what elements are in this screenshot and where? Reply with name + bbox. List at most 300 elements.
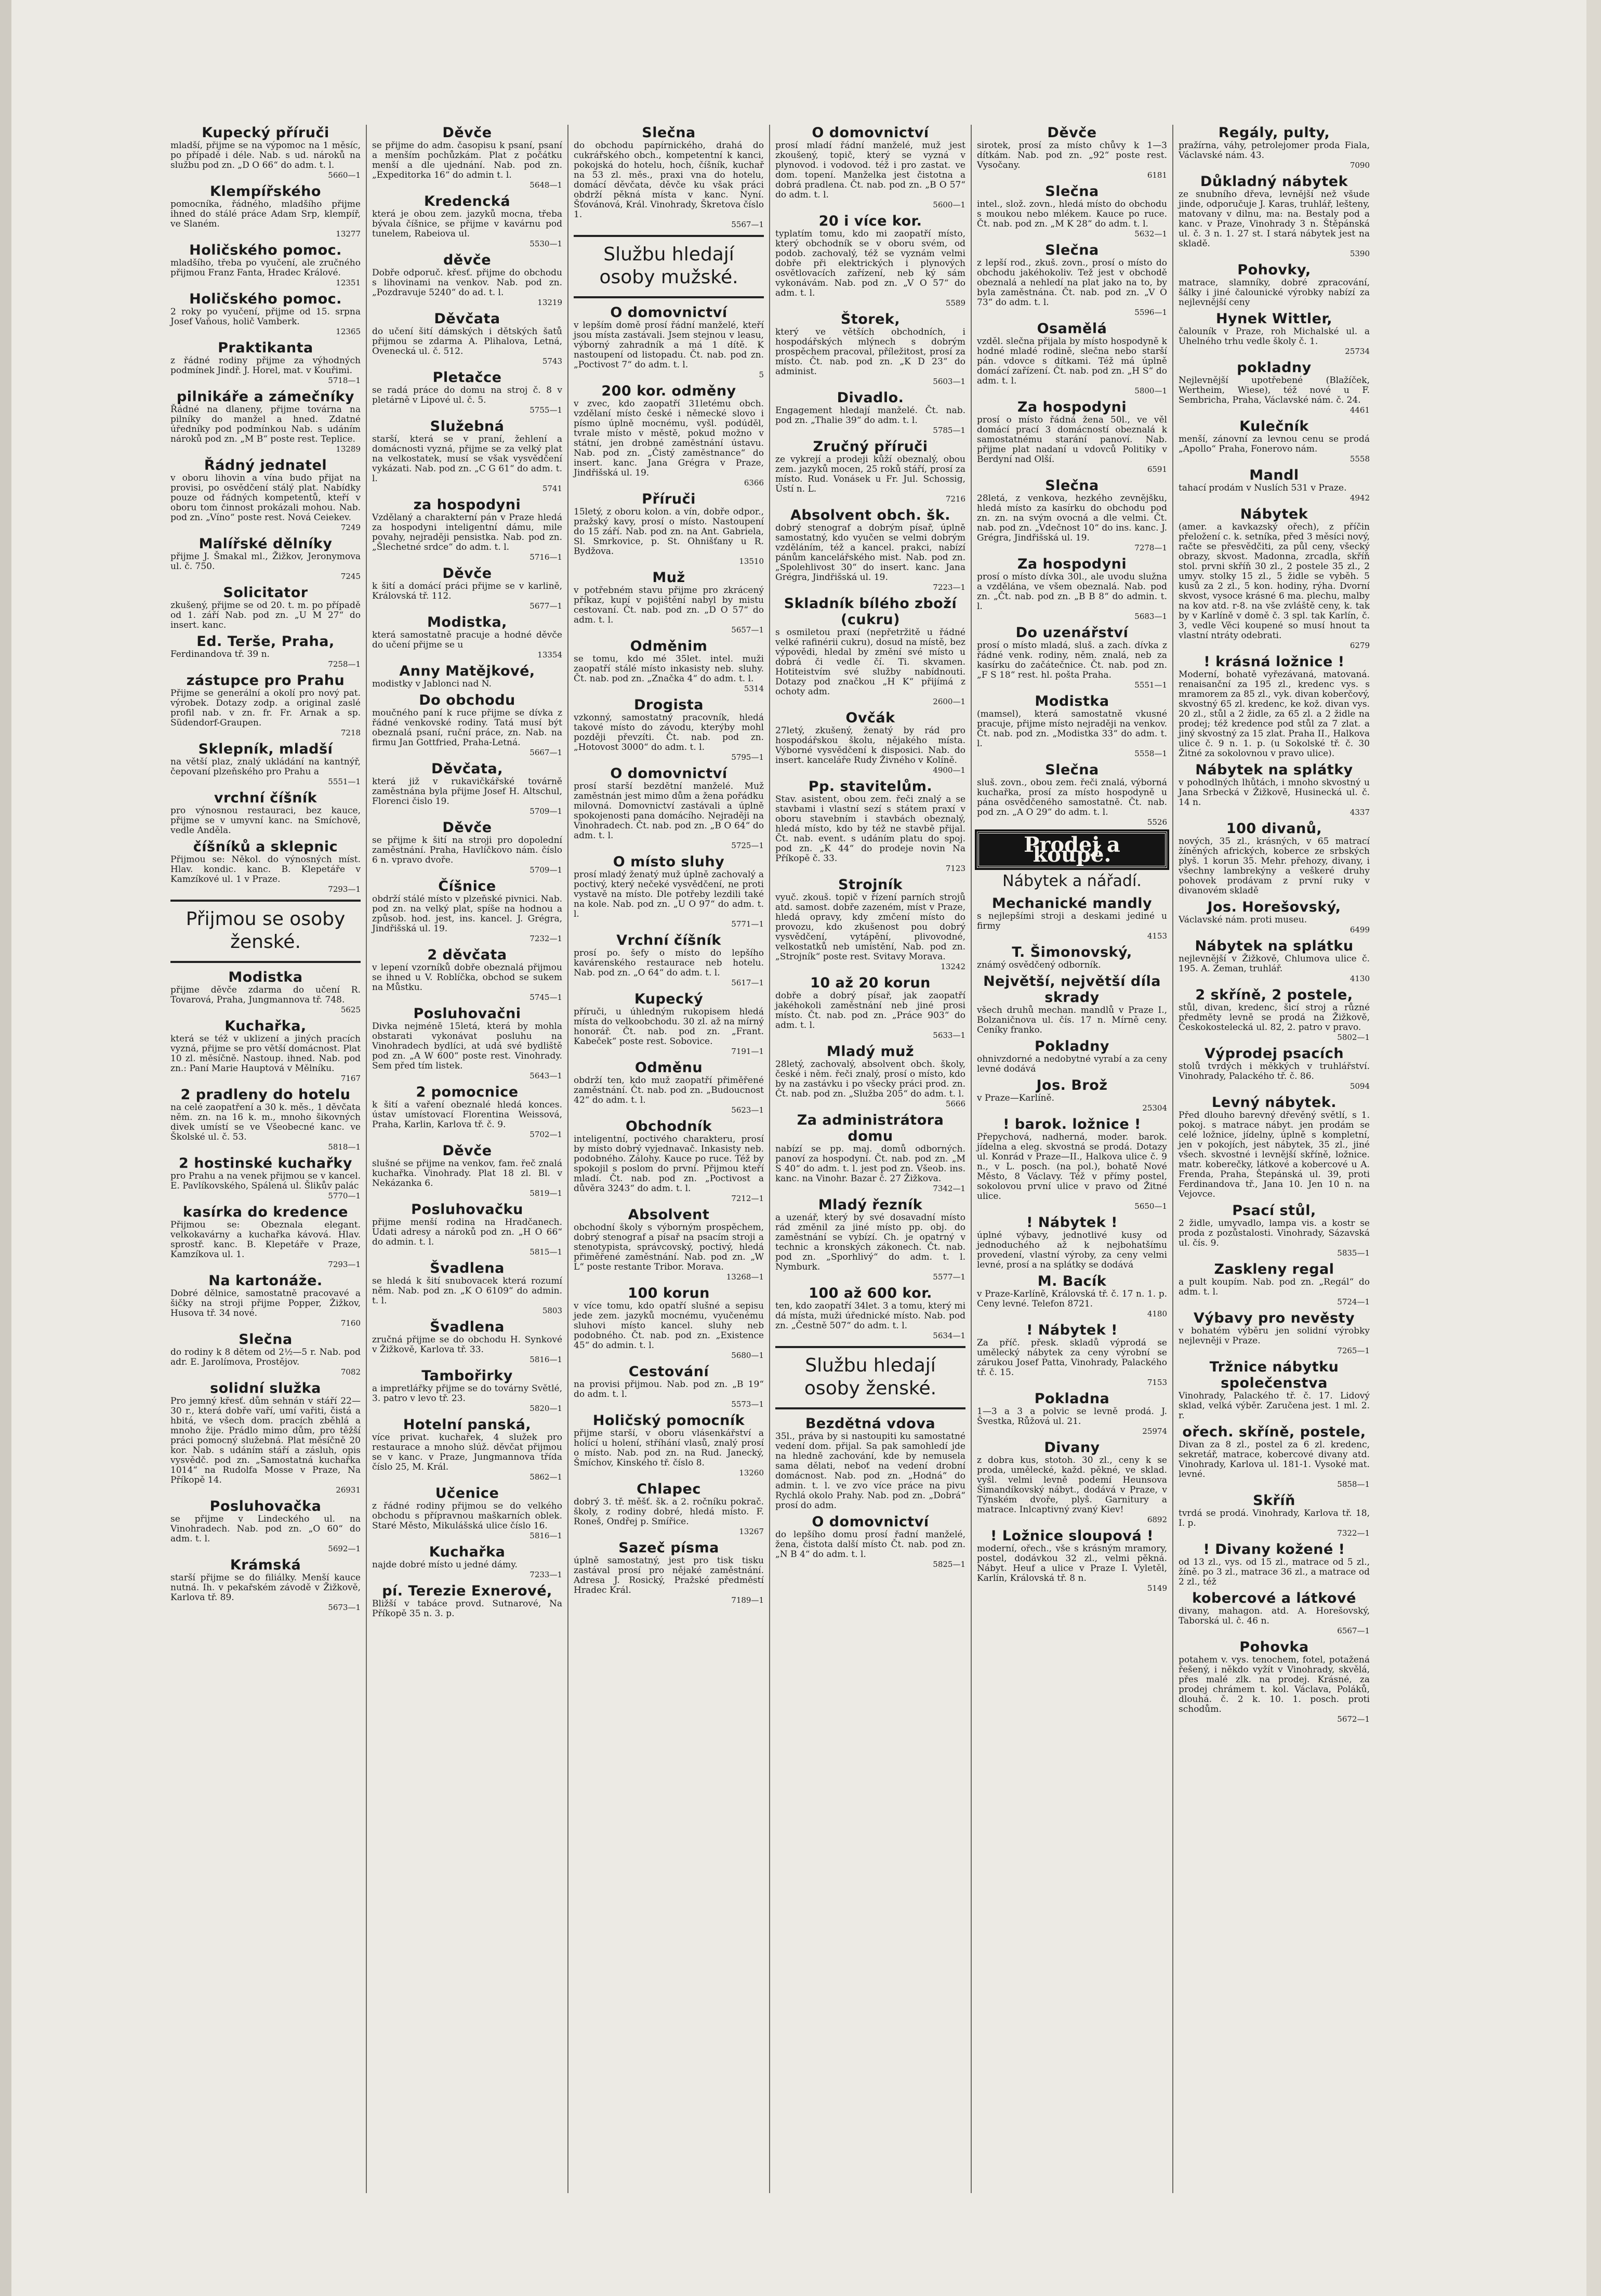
ad-text: úplně samostatný, jest pro tisk tisku zastával prosí pro nějaké zaměstnání. Adresa J. Rosický, Pražské předměstí Hradec Král. xyxy=(574,1555,764,1595)
ad-reference-number: 5816—1 xyxy=(530,1355,562,1364)
ad-heading: Slečna xyxy=(1045,478,1099,494)
ad-heading: zástupce pro Prahu xyxy=(186,672,345,689)
ad-text: Před dlouho barevný dřevěný světlí, s 1. pokoj. s matrace nábyt. jen prodám se celé ložnice, jídelny, úplně s kompletní, jen v pokojích, jest nábytek, 35 zl., jiné všech. skvostné i levnější skříně, ložnice. matr. koberečky, látkové a kobercové u A. Frenda, Praha, Štepánská ul. 39, proti Ferdinandova tř., Jana 10. Jen 10 n. na Vejovce. xyxy=(1179,1110,1370,1199)
classified-ad xyxy=(372,497,562,562)
ad-text: dobrý 3. tř. měšť. šk. a 2. ročníku pokrač. školy, z rodiny dobré, hledá místo. F. Roneš, Ondřej p. Smířice. xyxy=(574,1497,764,1527)
ad-reference-number: 25734 xyxy=(1345,347,1370,356)
section-subheading: Nábytek a nářadí. xyxy=(1002,872,1142,890)
ad-heading: 20 i více kor. xyxy=(818,213,922,229)
ad-text: čalouník v Praze, roh Michalské ul. a Uhelného trhu vedle školy č. 1. xyxy=(1179,326,1370,347)
ad-text: úplné výbavy, jednotlivé kusy od jednoduchého až k nejbohatšímu provedení, vlastní výroby, za ceny velmi levné, prosí a na splátky se dodává xyxy=(977,1230,1167,1270)
ad-reference-number: 7212—1 xyxy=(731,1194,764,1203)
classified-ad xyxy=(977,1038,1167,1074)
classified-ad xyxy=(775,507,965,592)
classified-ad xyxy=(1179,987,1370,1043)
ad-heading: Děvče xyxy=(1047,125,1097,141)
ad-text: Za příč. přesk. skladů výprodá se umělecký nábytek za ceny výrobní se zárukou Josef Patta, Vinohrady, Palackého tř. č. 15. xyxy=(977,1338,1167,1378)
classified-ad xyxy=(170,839,361,894)
ad-text: s nejlepšími stroji a deskami jediné u firmy xyxy=(977,911,1167,931)
classified-ad xyxy=(1179,821,1370,896)
ad-text: v potřebném stavu přijme pro zkrácený příkaz, kupí v pojištění nabyl by mistu cestovaní. Čt. nab. pod zn. „D O 57“ do adm. t. l. xyxy=(574,585,764,625)
ad-heading: Kuchařka, xyxy=(224,1018,307,1034)
ad-reference-number: 4337 xyxy=(1349,808,1370,817)
ad-reference-number: 6366 xyxy=(744,478,764,487)
ad-heading: Do uzenářství xyxy=(1015,625,1129,641)
ad-heading: děvče xyxy=(443,252,492,268)
ad-heading: Největší, největší díla skrady xyxy=(983,973,1161,1006)
ad-text: přijme menší rodina na Hradčanech. Udati adresy a nároků pod zn. „H O 66“ do admin. t. l. xyxy=(372,1217,562,1247)
classified-ad xyxy=(170,672,361,738)
ad-reference-number: 7123 xyxy=(945,864,965,873)
ad-heading: Kulečník xyxy=(1239,418,1309,434)
ad-heading: Skříň xyxy=(1253,1493,1295,1509)
ad-heading: Za hospodyni xyxy=(1017,556,1127,572)
ad-reference-number: 4461 xyxy=(1349,405,1370,415)
ad-heading: Nábytek na splátky xyxy=(1195,762,1353,778)
ad-reference-number: 5657—1 xyxy=(731,625,764,635)
scan-edge-left xyxy=(0,0,11,2296)
ad-heading: Slečna xyxy=(642,125,696,141)
ad-reference-number: 5623—1 xyxy=(731,1105,764,1115)
ad-text: Divka nejméně 15letá, která by mohla obstarati vykonávat posluhu na Vinohradech bydlíci, at udá své bydliště pod zn. „A W 600“ poste rest. Vinohrady. Sem před tím listek. xyxy=(372,1021,562,1071)
classified-ad xyxy=(1179,467,1370,503)
ad-text: ohnivzdorné a nedobytné vyrabí a za ceny levné dodává xyxy=(977,1054,1167,1074)
classified-ad xyxy=(977,478,1167,553)
ad-reference-number: 5643—1 xyxy=(530,1071,562,1080)
ad-heading: Osamělá xyxy=(1037,321,1107,337)
classified-ad xyxy=(977,1528,1167,1593)
classified-ad xyxy=(775,975,965,1040)
ad-heading: Výprodej psacích xyxy=(1204,1046,1344,1062)
column-2 xyxy=(367,125,568,2193)
classified-ad xyxy=(775,778,965,874)
classified-ad xyxy=(372,878,562,944)
ad-text: nabízí se pp. maj. domů odborných. panoví za hospodyní. Čt. nab. pod zn. „M S 40“ do adm. t. l. jest pod zn. Všeob. ins. kanc. na Vinohr. Bazar č. 27 Žižkova. xyxy=(775,1144,965,1184)
ad-text: Přijmou se: Obeznala elegant. velkokavárny a kuchařka kávová. Hlav. sprostř. kanc. B. Klepetáře v Praze, Kamzíkova ul. 1. xyxy=(170,1220,361,1260)
classified-ad xyxy=(977,1116,1167,1211)
ad-heading: Kupecký xyxy=(634,991,704,1007)
ad-heading: 2 skříně, 2 postele, xyxy=(1195,987,1353,1003)
ad-text: pomocníka, řádného, mladšího přijme ihned do stálé práce Adam Srp, klempíř, ve Slaném. xyxy=(170,199,361,229)
ad-reference-number: 5677—1 xyxy=(530,601,562,611)
ad-reference-number: 5551—1 xyxy=(328,777,361,786)
ad-text: Vinohrady, Palackého tř. č. 17. Lidový sklad, velká výběr. Zaručena jest. 1 ml. 2. r. xyxy=(1179,1391,1370,1421)
ad-reference-number: 4942 xyxy=(1349,493,1370,503)
ad-text: 28letá, z venkova, hezkého zevnějšku, hledá místo za kasírku do obchodu pod zn. zn. na svým ovocná a dle velmi. Čt. nab. pod zn. „Vdečnost 10“ do ins. kanc. J. Grégra, Jindřišská ul. 19. xyxy=(977,493,1167,543)
ad-text: která již v rukavičkářské továrně zaměstnána byla přijme Josef H. Altschul, Florenci čislo 19. xyxy=(372,776,562,807)
classified-ad xyxy=(775,1197,965,1282)
ad-reference-number: 7216 xyxy=(945,494,965,504)
ad-reference-number: 4900—1 xyxy=(933,766,965,775)
ad-reference-number: 7160 xyxy=(340,1318,361,1328)
ad-heading: Děvče xyxy=(442,565,492,582)
ad-text: nejlevnější v Žižkově, Chlumova ulice č. 195. A. Zeman, truhlář. xyxy=(1179,954,1370,974)
ad-text: k šití a domácí práci přijme se v karlině, Královská tř. 112. xyxy=(372,581,562,601)
ad-text: se přijme do adm. časopisu k psaní, psaní a menším pochůzkám. Plat z počátku menší a dle ujednání. Nab. pod zn. „Expeditorka 16“ do admin t. l. xyxy=(372,140,562,180)
ad-reference-number: 13277 xyxy=(336,229,361,239)
ad-heading: 2 pomocnice xyxy=(416,1084,519,1100)
classified-ad xyxy=(1179,1359,1370,1421)
ad-text: Divan za 8 zl., postel za 6 zl. kredenc, sekretář, matrace, kobercové divany atd. Vinohrady, Karlova ul. 181-1. Vysoké mat. levné. xyxy=(1179,1440,1370,1480)
classified-ad xyxy=(170,389,361,454)
classified-ad xyxy=(170,1380,361,1495)
classified-ad xyxy=(977,1391,1167,1436)
classified-columns xyxy=(165,125,1579,2193)
ad-heading: Posluhovačni xyxy=(413,1006,521,1022)
section-heading: Službu hledají osoby ženské. xyxy=(775,1346,965,1409)
ad-heading: Slečna xyxy=(1045,762,1099,778)
ad-text: inteligentní, poctivého charakteru, prosí by místo dobrý vyjednavač. Inkasisty neb. podobného. Zálohy. Kauce po ruce. Též by spokojil s poslom do první. Přijmou kteří mladí. Čt. nab. pod zn. „Poctivost a důvěra 3243“ do adm. t. l. xyxy=(574,1134,764,1194)
ad-heading: Muž xyxy=(652,570,685,586)
classified-ad xyxy=(1179,899,1370,935)
ad-text: která je obou zem. jazyků mocna, třeba bývala číšnice, se přijme v kavárnu pod tunelem, Rabeiova ul. xyxy=(372,209,562,239)
classified-ad xyxy=(170,242,361,288)
ad-reference-number: 5745—1 xyxy=(530,993,562,1002)
column-6 xyxy=(1173,125,1375,2193)
ad-heading: za hospodyni xyxy=(413,497,521,513)
classified-ad xyxy=(372,1143,562,1198)
ad-text: dobře a dobrý písař, jak zaopatří jakéhokoli zaměstnání neb jiné prosi místo. Čt. nab. pod zn. „Práce 903“ do adm. t. l. xyxy=(775,991,965,1031)
ad-text: menší, zánovní za levnou cenu se prodá „Apollo“ Praha, Fonerovo nám. xyxy=(1179,434,1370,454)
classified-ad xyxy=(977,693,1167,759)
ad-heading: O domovnictví xyxy=(812,125,929,141)
classified-ad xyxy=(372,947,562,1002)
ad-heading: Odměnim xyxy=(630,638,708,654)
classified-ad xyxy=(977,625,1167,690)
classified-ad xyxy=(170,340,361,386)
ad-heading: 100 korun xyxy=(628,1285,710,1301)
ad-text: potahem v. vys. tenochem, fotel, potažená řešený, i někdo vyžít v Vinohrady, skvělá, přes malé zlk. na prodej. Krásné, za prodej chrámem t. kol. Václava, Poláků, dlouhá. č. 2 k. 10. 1. posch. proti schodům. xyxy=(1179,1655,1370,1714)
ad-heading: Pohovka xyxy=(1239,1639,1309,1655)
ad-heading: Hynek Wittler, xyxy=(1215,311,1333,327)
ad-text: Ferdinandova tř. 39 n. xyxy=(170,649,270,659)
ad-text: který ve větších obchodních, i hospodářských mlýnech s dobrým prospěchem pracoval, příležitost, prosí za místo. Čt. nab. pod zn. „K D 23“ do administ. xyxy=(775,327,965,377)
classified-ad xyxy=(574,491,764,566)
ad-reference-number: 6279 xyxy=(1349,641,1370,650)
ad-reference-number: 5617—1 xyxy=(731,978,764,987)
classified-ad xyxy=(170,1331,361,1377)
ad-text: k šití a vaření obeznalé hledá konces. ústav umístovací Florentina Weissová, Praha, Karlin, Karlova tř. č. 9. xyxy=(372,1100,562,1130)
classified-ad xyxy=(1179,1310,1370,1356)
ad-text: prosí po. šefy o místo do lepšího kavárenského restaurace neb hotelu. Nab. pod zn. „O 64“ do adm. t. l. xyxy=(574,948,764,978)
ad-heading: Švadlena xyxy=(430,1260,505,1276)
classified-ad xyxy=(1179,1541,1370,1587)
classified-ad xyxy=(170,125,361,180)
ad-heading: Praktikanta xyxy=(218,340,313,356)
ad-reference-number: 5702—1 xyxy=(530,1130,562,1139)
ad-heading: O domovnictví xyxy=(610,766,727,782)
ad-heading: Pletačce xyxy=(432,370,502,386)
classified-ad xyxy=(775,439,965,504)
classified-ad xyxy=(372,418,562,494)
column-1 xyxy=(165,125,367,2193)
ad-heading: Solicitator xyxy=(223,585,308,601)
ad-reference-number: 5816—1 xyxy=(530,1531,562,1540)
ad-heading: Mladý muž xyxy=(826,1044,915,1060)
classified-ad xyxy=(372,252,562,308)
ad-reference-number: 5390 xyxy=(1349,249,1370,258)
ad-reference-number: 7082 xyxy=(340,1367,361,1377)
classified-ad xyxy=(1179,1203,1370,1258)
classified-ad xyxy=(372,1006,562,1081)
classified-ad xyxy=(775,311,965,387)
ad-reference-number: 7232—1 xyxy=(530,934,562,943)
ad-heading: Divadlo. xyxy=(837,390,904,406)
ad-heading: ! krásná ložnice ! xyxy=(1203,654,1345,670)
ad-heading: Klempířského xyxy=(210,183,321,200)
ad-reference-number: 7191—1 xyxy=(731,1047,764,1056)
ad-reference-number: 5709—1 xyxy=(530,807,562,816)
ad-heading: Příruči xyxy=(642,491,696,507)
ad-reference-number: 5600—1 xyxy=(933,200,965,209)
ad-heading: O domovnictví xyxy=(610,305,727,321)
ad-text: se radá práce do domu na stroj č. 8 v pletárně v Lipové ul. č. 5. xyxy=(372,385,562,405)
ad-reference-number: 6591 xyxy=(1147,465,1167,474)
ad-text: známý osvědčený odborník. xyxy=(977,960,1101,970)
ad-text: v bohatém výběru jen solidní výrobky nejlevněji v Praze. xyxy=(1179,1326,1370,1346)
ad-text: nových, 35 zl., krásných, v 65 matrací žíněných afrických, koberce ze srbských plyš. 1 korun 35. Mehr. přehozy, divany, i všechny lambrekýny a veškeré druhy pohovek prodávam z první ruky v divanovém skladě xyxy=(1179,836,1370,896)
ad-text: moderní, ořech., vše s krásným mramory, postel, dodávkou 32 zl., velmi pěkná. Nábyt. Heuf a ulice v Praze I. Vyletěl, Karlín, Královská tř. 8 n. xyxy=(977,1543,1167,1584)
ad-heading: T. Šimonovský, xyxy=(1012,944,1132,960)
classified-ad xyxy=(977,1215,1167,1270)
ad-reference-number: 5741 xyxy=(542,484,562,493)
ad-reference-number: 25304 xyxy=(1142,1103,1167,1113)
ad-text: Dobré dělnice, samostatně pracovavé a šičky na stroji přijme Popper, Žižkov, Husova tř. 34 nové. xyxy=(170,1288,361,1318)
ad-heading: ořech. skříně, postele, xyxy=(1182,1424,1366,1440)
ad-reference-number: 7223—1 xyxy=(933,583,965,592)
ad-reference-number: 26931 xyxy=(336,1485,361,1495)
ad-heading: ! Nábytek ! xyxy=(1026,1322,1118,1338)
ad-heading: kasírka do kredence xyxy=(183,1204,348,1220)
ad-heading: 200 kor. odměny xyxy=(601,383,736,399)
ad-heading: Důkladný nábytek xyxy=(1200,174,1348,190)
ad-reference-number: 7233—1 xyxy=(530,1570,562,1579)
ad-heading: Skladník bílého zboží (cukru) xyxy=(784,596,957,628)
ad-heading: Sazeč písma xyxy=(618,1540,719,1556)
ad-heading: Absolvent xyxy=(628,1207,710,1223)
ad-reference-number: 5815—1 xyxy=(530,1247,562,1257)
ad-heading: M. Bacík xyxy=(1037,1273,1107,1289)
ad-text: z řádné rodiny přijme za výhodných podmínek Jindř. J. Horel, mat. v Kouřimi. xyxy=(170,355,361,376)
classified-ad xyxy=(574,383,764,488)
ad-heading: Štorek, xyxy=(840,311,901,327)
ad-heading: Děvčata xyxy=(434,311,500,327)
ad-reference-number: 7090 xyxy=(1349,161,1370,170)
ad-reference-number: 5709—1 xyxy=(530,865,562,875)
classified-ad xyxy=(170,1204,361,1270)
ad-text: sluš. zovn., obou zem. řeči znalá, výborná kuchařka, prosí za místo hospodyně u pána osvědčeného samostatně. Čt. nab. pod zn. „A O 29“ do adm. t. l. xyxy=(977,777,1167,817)
classified-ad xyxy=(574,1285,764,1361)
ad-heading: Sklepník, mladší xyxy=(198,741,333,757)
ad-reference-number: 5770—1 xyxy=(328,1191,361,1200)
ad-heading: Slečna xyxy=(1045,242,1099,258)
ad-text: do učení šití dámských i dětských šatů přijmou se zdarma A. Plihalova, Letná, Ovenecká ul. č. 512. xyxy=(372,326,562,357)
classified-ad xyxy=(574,1481,764,1537)
classified-ad xyxy=(574,1207,764,1282)
ad-reference-number: 7218 xyxy=(340,728,361,737)
ad-heading: Holičského pomoc. xyxy=(189,291,342,307)
ad-text: v pohodlných lhůtách, i mnoho skvostný u Jana Srbecká v Žižkově, Husinecká ul. č. 14 n. xyxy=(1179,777,1370,808)
ad-reference-number: 5625 xyxy=(340,1005,361,1014)
ad-text: se tomu, kdo mé 35let. intel. muži zaopatří stálé místo inkasisty neb. sluhy. Čt. nab. pod zn. „Značka 4“ do adm. t. l. xyxy=(574,654,764,684)
classified-ad xyxy=(574,125,764,230)
ad-text: a impretlářky přijme se do továrny Světlé, 3. patro v levo tř. 23. xyxy=(372,1383,562,1404)
classified-ad xyxy=(574,1118,764,1204)
ad-heading: 2 hostinské kuchařky xyxy=(179,1155,352,1171)
ad-heading: 2 pradleny do hotelu xyxy=(180,1087,351,1103)
ad-text: matrace, slamníky, dobré zpracování, šálky i jiné čalounické výrobky nabízí za nejlevnější ceny xyxy=(1179,278,1370,308)
ad-reference-number: 5589 xyxy=(945,298,965,308)
ad-text: moučného paní k ruce přijme se dívka z řádné venkovské rodiny. Tatá musí být obeznalá psaní, ruční práce, zn. Nab. na firmu Jan Gottfried, Praha-Letná. xyxy=(372,708,562,748)
ad-heading: Kredencká xyxy=(424,193,511,209)
classified-ad xyxy=(775,710,965,775)
ad-heading: O domovnictví xyxy=(812,1514,929,1530)
classified-ad xyxy=(1179,1094,1370,1199)
ad-heading: Zaskleny regal xyxy=(1214,1261,1334,1277)
ad-heading: Strojník xyxy=(838,877,903,893)
ad-text: zručná přijme se do obchodu H. Synkové v Žižkově, Karlova tř. 33. xyxy=(372,1335,562,1355)
ad-reference-number: 5660—1 xyxy=(328,170,361,180)
ad-text: obdrží stálé místo v plzeňské pivnici. Nab. pod zn. na velký plat, spíše na hodnou a způsob. hod. jest, ins. kancel. J. Grégra, Jindřišská ul. 19. xyxy=(372,894,562,934)
ad-text: (mamsel), která samostatně vkusné pracuje, přijme místo nejraději na venkov. Čt. nab. pod zn. „Modistka 33“ do adm. t. l. xyxy=(977,709,1167,749)
ad-heading: 100 až 600 kor. xyxy=(809,1285,932,1301)
ad-heading: Anny Matějkové, xyxy=(399,663,535,679)
ad-reference-number: 5718—1 xyxy=(328,376,361,385)
ad-heading: Pokladna xyxy=(1034,1391,1110,1407)
ad-heading: Slečna xyxy=(1045,183,1099,200)
ad-reference-number: 5314 xyxy=(744,684,764,693)
ad-reference-number: 5771—1 xyxy=(731,919,764,929)
ad-text: přijme děvče zdarma do učení R. Tovarová, Praha, Jungmannova tř. 748. xyxy=(170,985,361,1005)
classified-ad xyxy=(574,305,764,380)
ad-heading: Divany xyxy=(1044,1440,1100,1456)
ad-heading: Posluhovačka xyxy=(209,1498,322,1514)
ad-text: 2 roky po vyučení, přijme od 15. srpna Josef Vaňous, holič Vamberk. xyxy=(170,307,361,327)
ad-reference-number: 25974 xyxy=(1142,1427,1167,1436)
ad-text: vzděl. slečna přijala by místo hospodyně k hodné mladé rodině, slečna nebo starší pán. vdovce s dítkami. Též má úplně domácí zařízení. Čt. nab. pod zn. „H S“ do adm. t. l. xyxy=(977,336,1167,386)
ad-text: v více tomu, kdo opatří slušné a sepisu jede zem. jazyků mocnému, vyučenému sluhovi místo kancel. sluhy neb podobného. Čt. nab. pod zn. „Existence 45“ do admin. t. l. xyxy=(574,1301,764,1351)
ad-text: z řádné rodiny přijmou se do velkého obchodu s přípravnou maškarních oblek. Staré Město, Mikulášská ulice číslo 16. xyxy=(372,1501,562,1531)
classified-ad xyxy=(574,1413,764,1478)
ad-reference-number: 5634—1 xyxy=(933,1331,965,1340)
ad-heading: Modistka, xyxy=(427,614,507,630)
ad-reference-number: 5149 xyxy=(1147,1584,1167,1593)
ad-heading: vrchní číšník xyxy=(214,790,317,806)
ad-reference-number: 5551—1 xyxy=(1134,680,1167,690)
ad-text: slušné se přijme na venkov, fam. řeč znalá kuchařka. Vinohrady. Plat 18 zl. Bl. v Nekázanka 6. xyxy=(372,1158,562,1189)
classified-ad xyxy=(775,1044,965,1109)
ad-text: ten, kdo zaopatří 34let. 3 a tomu, který mi dá místa, muži úřednické místo. Nab. pod zn. „Čestně 507“ do adm. t. l. xyxy=(775,1301,965,1331)
section-banner: Prodej a koupě. xyxy=(977,832,1167,868)
ad-text: se přijme k šití na stroji pro dopolední zaměstnání. Praha, Havlíčkovo nám. číslo 6 n. vpravo dvoře. xyxy=(372,835,562,865)
ad-reference-number: 5819—1 xyxy=(530,1189,562,1198)
ad-text: mladšího, třeba po vyučení, ale zručného přijmou Franz Fanta, Hradec Králové. xyxy=(170,258,361,278)
ad-reference-number: 7189—1 xyxy=(731,1595,764,1605)
ad-reference-number: 12365 xyxy=(336,327,361,336)
classified-ad xyxy=(372,1084,562,1140)
classified-ad xyxy=(372,761,562,816)
classified-ad xyxy=(170,536,361,582)
classified-ad xyxy=(1179,174,1370,259)
ad-heading: Za administrátora domu xyxy=(797,1112,944,1144)
ad-text: Stav. asistent, obou zem. řeči znalý a se stavbami i vlastní sezí s státem praxí v oboru stavebním i stavbách obeznalý, hledá místo, kdo by též ne stavbě přijal. Čt. nab. event. s udáním platu do spoj. pod zn. „K 44“ do prodeje novin Na Příkopě č. 33. xyxy=(775,794,965,864)
section-heading: Službu hledají osoby mužské. xyxy=(574,235,764,298)
ad-heading: Kupecký příruči xyxy=(202,125,329,141)
column-5 xyxy=(972,125,1173,2193)
ad-text: Dobře odporuč. křesť. přijme do obchodu s lihovinami na venkov. Nab. pod zn. „Pozdravuje 5240“ do ad. t. l. xyxy=(372,268,562,298)
ad-text: zkušený, přijme se od 20. t. m. po případě od 1. září Nab. pod zn. „U M 27“ do insert. kanc. xyxy=(170,600,361,630)
ad-text: ze vykrejí a prodeji kůží obeznalý, obou zem. jazyků mocen, 25 roků stáří, prosí za místo. Rud. Vonásek u Fr. Jul. Schossig, Ústí n. L. xyxy=(775,454,965,494)
classified-ad xyxy=(775,1112,965,1194)
ad-text: 1—3 a 3 a polvic se levně prodá. J. Švestka, Růžová ul. 21. xyxy=(977,1406,1167,1427)
ad-heading: Na kartonáže. xyxy=(208,1273,323,1289)
ad-heading: Učenice xyxy=(435,1485,499,1501)
ad-text: Engagement hledají manželé. Čt. nab. pod zn. „Thalie 39“ do adm. t. l. xyxy=(775,405,965,426)
ad-heading: Mladý řezník xyxy=(818,1197,923,1213)
ad-text: 27letý, zkušený, ženatý by rád pro hospodářskou školu, nějakého místa. Výborné vysvědčení k disposici. Nab. do insert. kanceláře Rudy Živného v Kolíně. xyxy=(775,725,965,766)
ad-heading: Modistka xyxy=(1035,693,1109,709)
ad-reference-number: 5825—1 xyxy=(933,1560,965,1569)
ad-reference-number: 5862—1 xyxy=(530,1472,562,1482)
ad-text: prosí mladý ženatý muž úplně zachovalý a poctivý, který nečeké vysvědčení, ne proti vystavě na místo. Dle potřeby lezdili také na kole. Nab. pod zn. „U O 97“ do adm. t. l. xyxy=(574,869,764,919)
ad-text: do obchodu papírnického, drahá do cukrářského obch., kompetentní k kanci, pokojská do hotelu, hoch, číšník, kuchař na 53 zl. měs., praxi vna do hotelu, domácí děvčata, děvče ku však práci obdrží pěkná místa v kanc. Nyní. Šťovánová, Král. Vinohrady, Škretova číslo 1. xyxy=(574,140,764,220)
classified-ad xyxy=(977,125,1167,180)
ad-text: mladší, přijme se na výpomoc na 1 měsíc, po případě i déle. Nab. s ud. nároků na službu pod zn. „D O 66“ do adm. t. l. xyxy=(170,140,361,170)
ad-reference-number: 13219 xyxy=(537,298,562,307)
ad-reference-number: 13289 xyxy=(336,444,361,454)
ad-reference-number: 5633—1 xyxy=(933,1031,965,1040)
ad-heading: Děvče xyxy=(442,820,492,836)
classified-ad xyxy=(372,1583,562,1619)
ad-reference-number: 13510 xyxy=(739,557,764,566)
ad-heading: Číšnice xyxy=(438,878,496,894)
ad-text: Nejlevnější upotřebené (Blažíček, Wertheim, Wiese), též nové u F. Sembricha, Praha, Václavské nám. č. 24. xyxy=(1179,375,1370,405)
classified-ad xyxy=(170,1155,361,1201)
ad-text: sirotek, prosí za místo chůvy k 1—3 dítkám. Nab. pod zn. „92“ poste rest. Vysočany. xyxy=(977,140,1167,170)
ad-reference-number: 5724—1 xyxy=(1337,1297,1370,1307)
ad-reference-number: 7258—1 xyxy=(328,659,361,669)
ad-text: prosí o místo řádná žena 50l., ve věl domácí prací 3 domácností obeznalá k samostatnému starání panoví. Nab. přijme plat nadaní u vdovců Politiky v Berdyní nad Olší. xyxy=(977,415,1167,465)
ad-heading: Tambořirky xyxy=(421,1368,513,1384)
ad-reference-number: 5558 xyxy=(1349,454,1370,464)
ad-text: na celé zaopatření a 30 k. měs., 1 děvčata něm. zn. na 16 k. m., mnoho šikovných divek umístí se ve Všeobecné kanc. ve Školské ul. č. 53. xyxy=(170,1102,361,1142)
classified-ad xyxy=(170,1087,361,1152)
classified-ad xyxy=(775,596,965,707)
classified-ad xyxy=(574,932,764,988)
ad-heading: Tržnice nábytku společenstva xyxy=(1209,1359,1339,1391)
ad-reference-number: 7322—1 xyxy=(1337,1528,1370,1538)
ad-heading: ! Nábytek ! xyxy=(1026,1215,1118,1231)
ad-heading: Posluhovačku xyxy=(411,1202,523,1218)
ad-text: z lepší rod., zkuš. zovn., prosí o místo do obchodu jakéhokoliv. Tež jest v obchodě obeznalá a nehledí na plat jako na to, by byla zaměstnána. Čt. nab. pod zn. „V O 73“ do adm. t. l. xyxy=(977,258,1167,308)
ad-reference-number: 5567—1 xyxy=(731,220,764,229)
ad-heading: Hotelní panská, xyxy=(403,1417,532,1433)
ad-reference-number: 7249 xyxy=(340,523,361,532)
ad-text: více privat. kuchařek, 4 služek pro restaurace a mnoho slúž. děvčat přijmou se v kanc. v Praze, Jungmannova třída číslo 25, M. Král. xyxy=(372,1432,562,1472)
ad-text: Moderní, bohatě vyřezávaná, matovaná. renaisanční za 195 zl., kredenc vys. s mramorem za 85 zl., vyk. divan koberčový, skvostný 65 zl. kredenc, ke kož. divan vys. 20 zl., stůl a 2 židle, za 65 zl. a 2 židle na prodej; též kredence pod stůl za 7 zlat. a jiný skvostný za 15 zlat. Praha II., Halkova ulice č. 9 n. 1. p. (u Sokolské tř. č. 30 Žitné za sokolovnou v pravo ulice). xyxy=(1179,669,1370,759)
ad-text: která se též v uklizení a jiných pracích vyzná, přijme se pro větší domácnost. Plat 10 zl. měsíčně. Nastoup. ihned. Nab. pod zn.: Paní Marie Hauptová v Mělníku. xyxy=(170,1034,361,1074)
ad-reference-number: 13354 xyxy=(537,650,562,659)
classified-ad xyxy=(1179,654,1370,759)
classified-ad xyxy=(977,321,1167,396)
ad-text: Přijmou se: Někol. do výnosných míst. Hlav. kondic. kanc. B. Klepetáře v Kamzíkové ul. 1 v Praze. xyxy=(170,854,361,885)
ad-text: pro Prahu a na venek přijmou se v kancel. E. Pavlíkovského, Spálená ul. Šlikův palác xyxy=(170,1171,361,1191)
ad-reference-number: 6567—1 xyxy=(1337,1626,1370,1635)
ad-heading: Vrchní číšník xyxy=(616,932,721,948)
ad-heading: Švadlena xyxy=(430,1319,505,1335)
classified-ad xyxy=(170,1498,361,1554)
ad-text: od 13 zl., vys. od 15 zl., matrace od 5 zl., žíně. po 3 zl., matrace 36 zl., a matrace od 2 zl., též xyxy=(1179,1557,1370,1587)
